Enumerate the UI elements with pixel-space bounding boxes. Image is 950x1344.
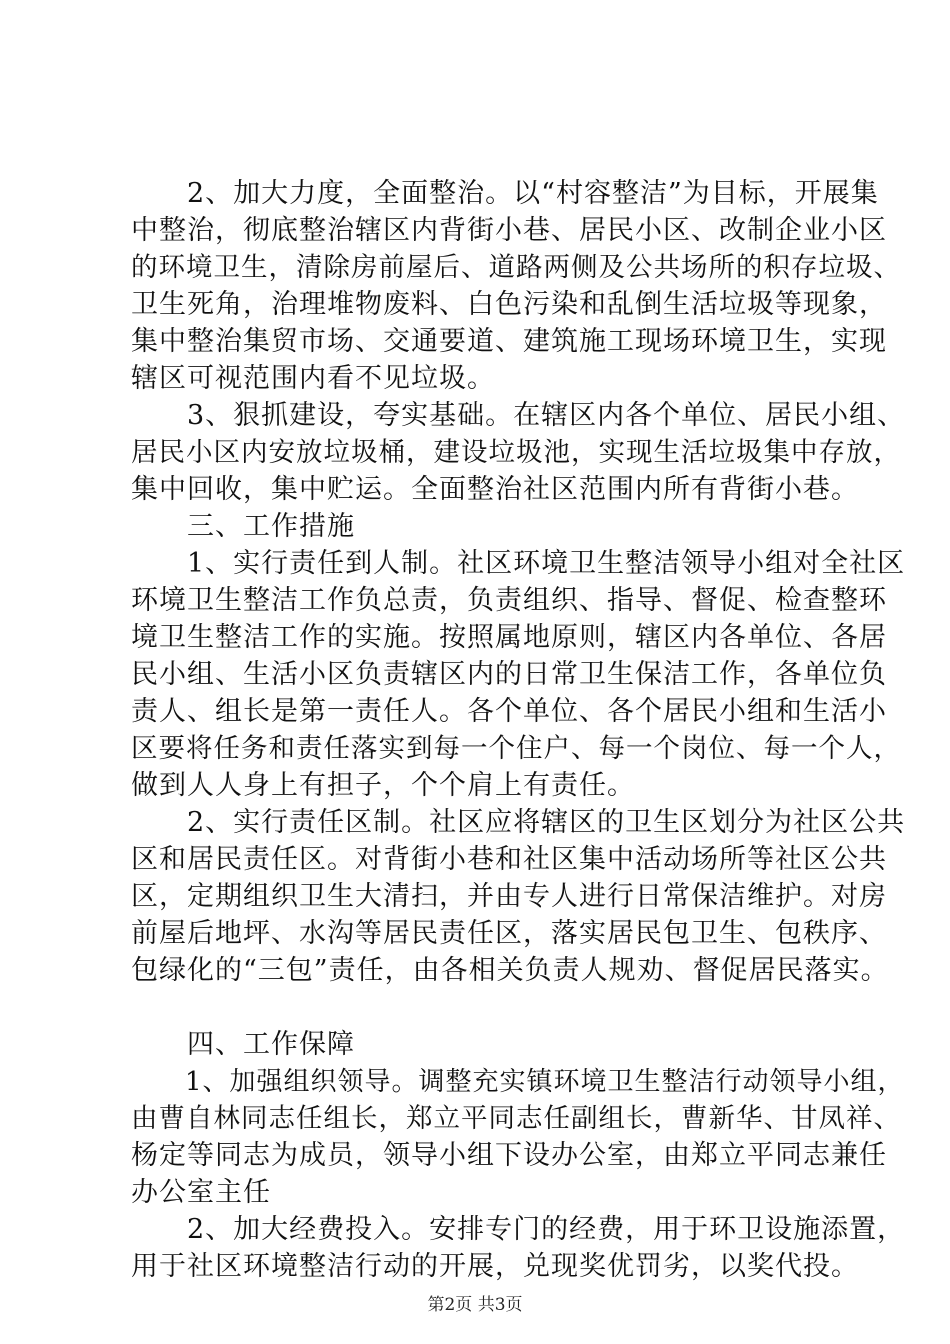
text-line: 2、加大经费投入。安排专门的经费，用于环卫设施添置， <box>131 1214 906 1245</box>
text-line: 辖区可视范围内看不见垃圾。 <box>131 363 495 394</box>
text-line: 卫生死角，治理堆物废料、白色污染和乱倒生活垃圾等现象， <box>131 289 887 320</box>
text-line: 区和居民责任区。对背街小巷和社区集中活动场所等社区公共 <box>131 844 887 875</box>
text-line: 境卫生整洁工作的实施。按照属地原则，辖区内各单位、各居 <box>131 622 887 653</box>
text-line: 民小组、生活小区负责辖区内的日常卫生保洁工作，各单位负 <box>131 659 887 690</box>
text-line: 2、实行责任区制。社区应将辖区的卫生区划分为社区公共 <box>131 807 906 838</box>
text-line: 1、实行责任到人制。社区环境卫生整洁领导小组对全社区 <box>131 548 906 579</box>
text-line: 1、加强组织领导。调整充实镇环境卫生整洁行动领导小组， <box>131 1067 905 1097</box>
text-line: 区要将任务和责任落实到每一个住户、每一个岗位、每一个人， <box>131 733 901 764</box>
text-line: 办公室主任 <box>131 1177 271 1208</box>
text-line: 杨定等同志为成员，领导小组下设办公室，由郑立平同志兼任 <box>131 1140 887 1171</box>
page-footer: 第2页 共3页 <box>427 1295 523 1315</box>
text-line: 由曹自林同志任组长，郑立平同志任副组长，曹新华、甘凤祥、 <box>131 1103 901 1134</box>
section-heading: 四、工作保障 <box>131 1029 355 1060</box>
text-line: 2、加大力度，全面整治。以“村容整洁”为目标，开展集 <box>131 178 879 209</box>
text-line: 的环境卫生，清除房前屋后、道路两侧及公共场所的积存垃圾、 <box>131 252 901 283</box>
text-line: 集中回收，集中贮运。全面整治社区范围内所有背街小巷。 <box>131 474 859 505</box>
text-line: 居民小区内安放垃圾桶，建设垃圾池，实现生活垃圾集中存放， <box>131 437 901 468</box>
text-line: 做到人人身上有担子，个个肩上有责任。 <box>131 770 635 801</box>
section-heading: 三、工作措施 <box>131 511 355 542</box>
text-line: 责人、组长是第一责任人。各个单位、各个居民小组和生活小 <box>131 696 887 727</box>
text-line: 集中整治集贸市场、交通要道、建筑施工现场环境卫生，实现 <box>131 326 887 357</box>
text-line: 中整治，彻底整治辖区内背街小巷、居民小区、改制企业小区 <box>131 215 887 246</box>
text-line: 包绿化的“三包”责任，由各相关负责人规劝、督促居民落实。 <box>131 955 889 986</box>
text-line: 3、狠抓建设，夸实基础。在辖区内各个单位、居民小组、 <box>131 400 906 431</box>
text-line: 环境卫生整洁工作负总责，负责组织、指导、督促、检查整环 <box>131 585 887 616</box>
text-line: 用于社区环境整洁行动的开展，兑现奖优罚劣，以奖代投。 <box>131 1251 859 1282</box>
text-line: 区，定期组织卫生大清扫，并由专人进行日常保洁维护。对房 <box>131 881 887 912</box>
text-line: 前屋后地坪、水沟等居民责任区，落实居民包卫生、包秩序、 <box>131 918 887 949</box>
